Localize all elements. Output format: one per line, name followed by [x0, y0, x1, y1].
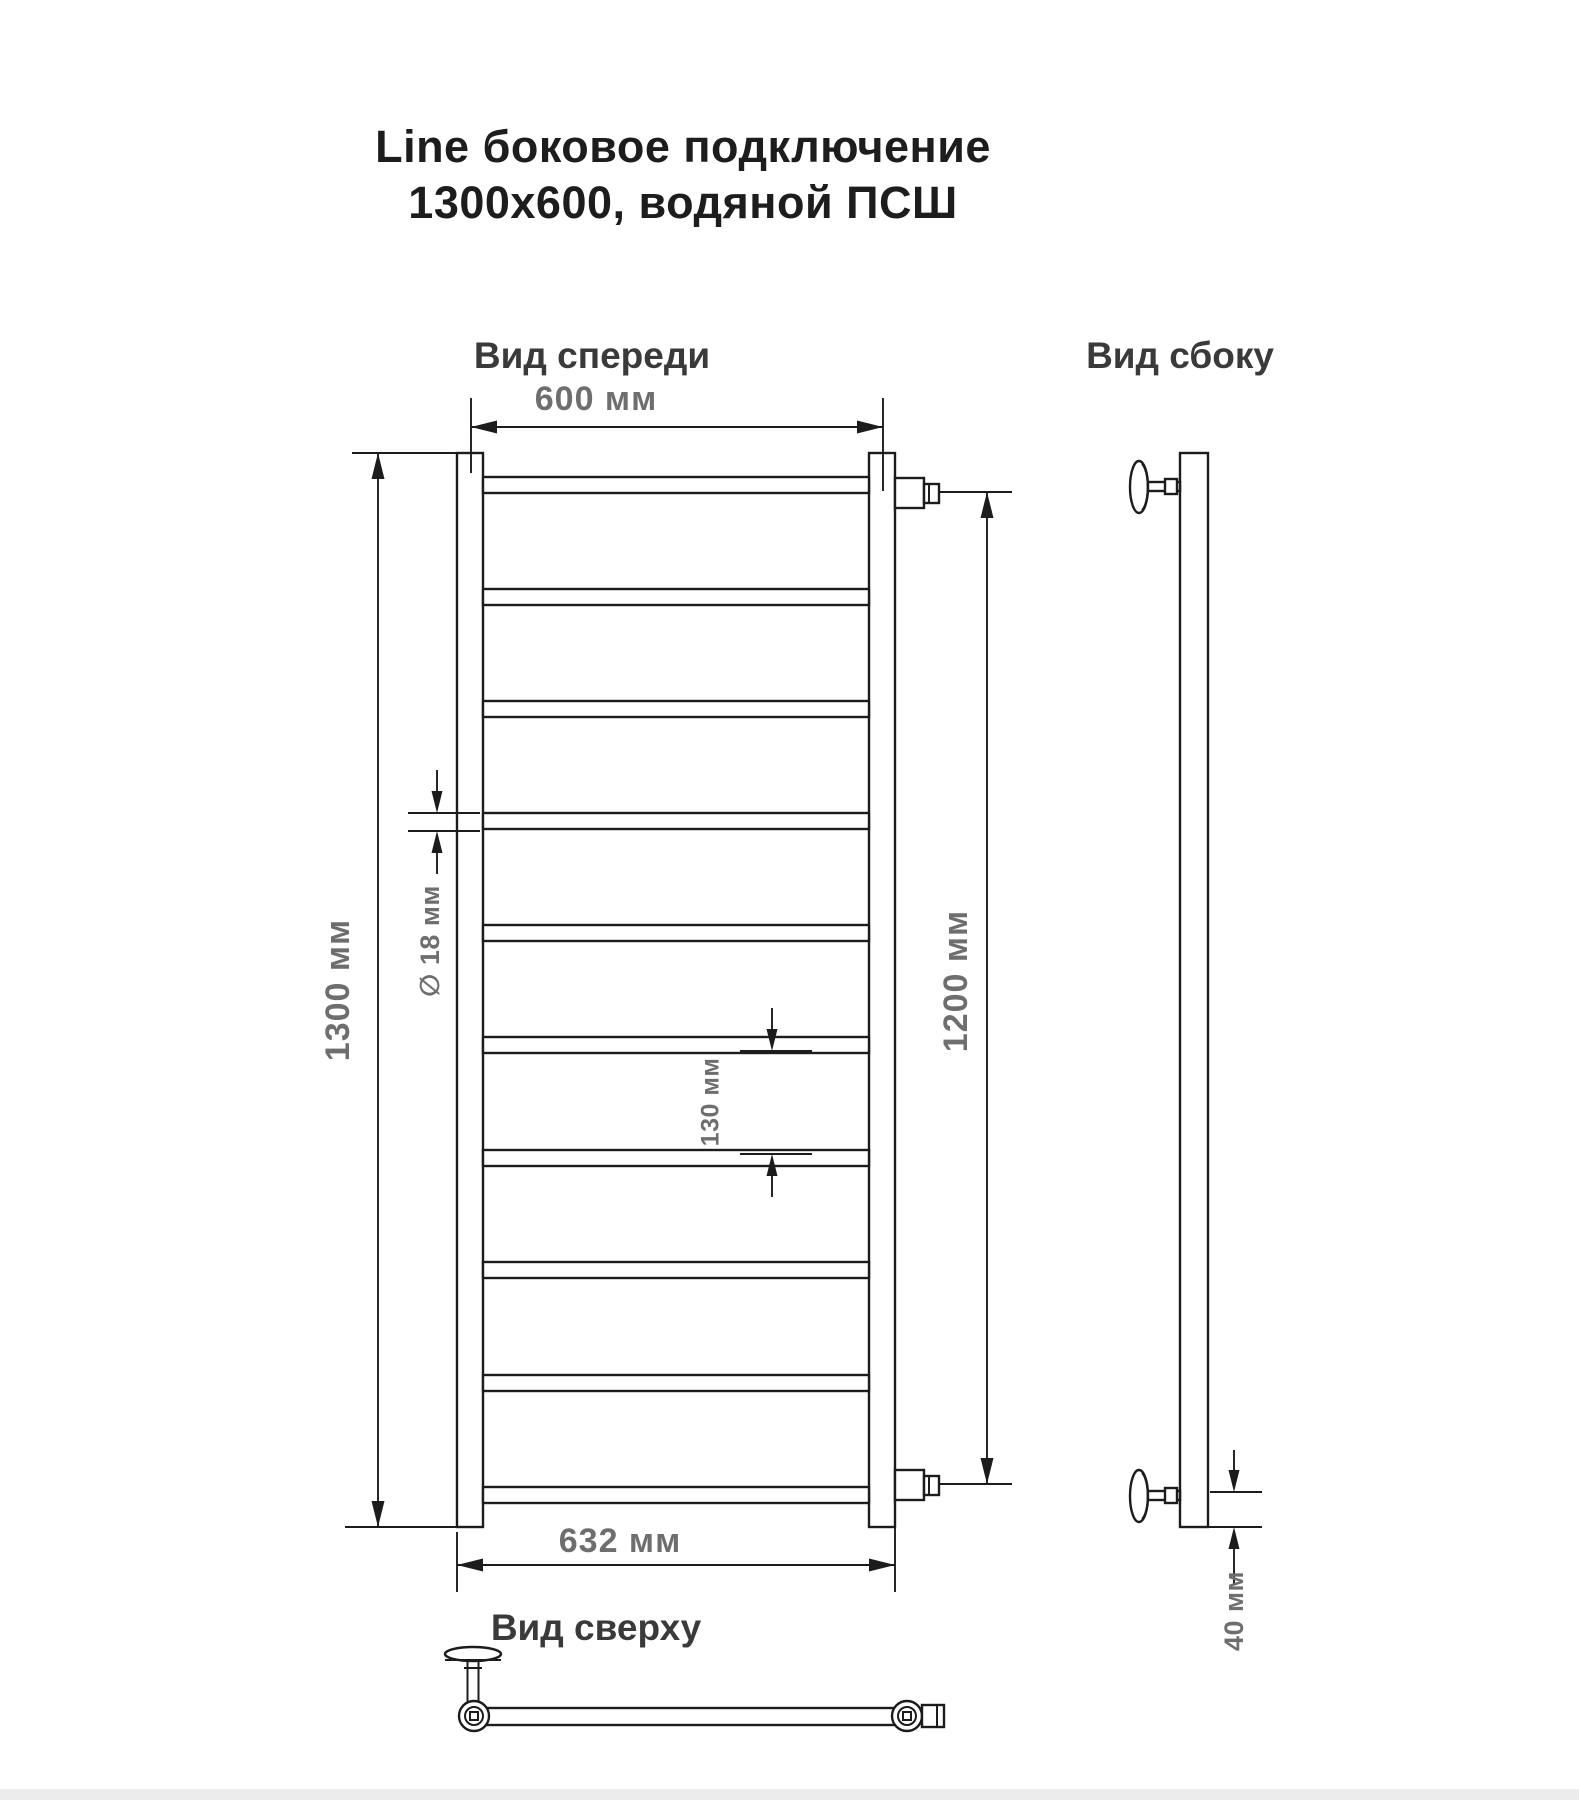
- side-view-label: Вид сбоку: [1086, 335, 1274, 376]
- top-bracket-nut: [1165, 479, 1177, 494]
- page-title-line2: 1300x600, водяной ПСШ: [408, 177, 958, 228]
- dimension-130mm-label: 130 мм: [696, 1057, 725, 1147]
- top-view-tube: [474, 1708, 907, 1725]
- rung-9: [483, 1375, 869, 1391]
- rung-7: [483, 1150, 869, 1166]
- left-collector-tube: [457, 453, 483, 1527]
- rung-2: [483, 589, 869, 605]
- top-view-left-rosette: [459, 1701, 489, 1731]
- rung-1: [483, 477, 869, 493]
- page-title-line1: Line боковое подключение: [375, 121, 991, 172]
- dimension-1200mm-label: 1200 мм: [936, 909, 975, 1053]
- bottom-bracket-nut: [1165, 1488, 1177, 1503]
- dimension-600mm-label: 600 мм: [534, 380, 658, 418]
- top-view-label: Вид сверху: [490, 1607, 702, 1648]
- rung-4: [483, 813, 869, 829]
- right-rosette-outer: [892, 1701, 922, 1731]
- top-fitting-body: [895, 478, 924, 508]
- dimension-40mm-label: 40 мм: [1219, 1571, 1250, 1651]
- bracket-flange-top: [445, 1647, 501, 1661]
- dimension-diameter-label: ∅ 18 мм: [415, 885, 446, 997]
- top-view-right-rosette: [892, 1701, 944, 1731]
- right-collector-tube: [869, 453, 895, 1527]
- right-connection-stub: [922, 1705, 944, 1727]
- bottom-fitting-stub: [924, 1476, 939, 1495]
- rung-8: [483, 1262, 869, 1278]
- rung-5: [483, 925, 869, 941]
- bottom-fitting-body: [895, 1470, 924, 1500]
- rung-10: [483, 1487, 869, 1503]
- dimension-1300mm-label: 1300 мм: [318, 918, 357, 1062]
- rung-3: [483, 701, 869, 717]
- dimension-632mm-label: 632 мм: [558, 1522, 682, 1560]
- side-profile-bar: [1180, 453, 1208, 1527]
- left-rosette-outer: [459, 1701, 489, 1731]
- bottom-edge-strip: [0, 1789, 1579, 1800]
- top-fitting-stub: [924, 484, 939, 503]
- front-view-label: Вид спереди: [473, 335, 711, 376]
